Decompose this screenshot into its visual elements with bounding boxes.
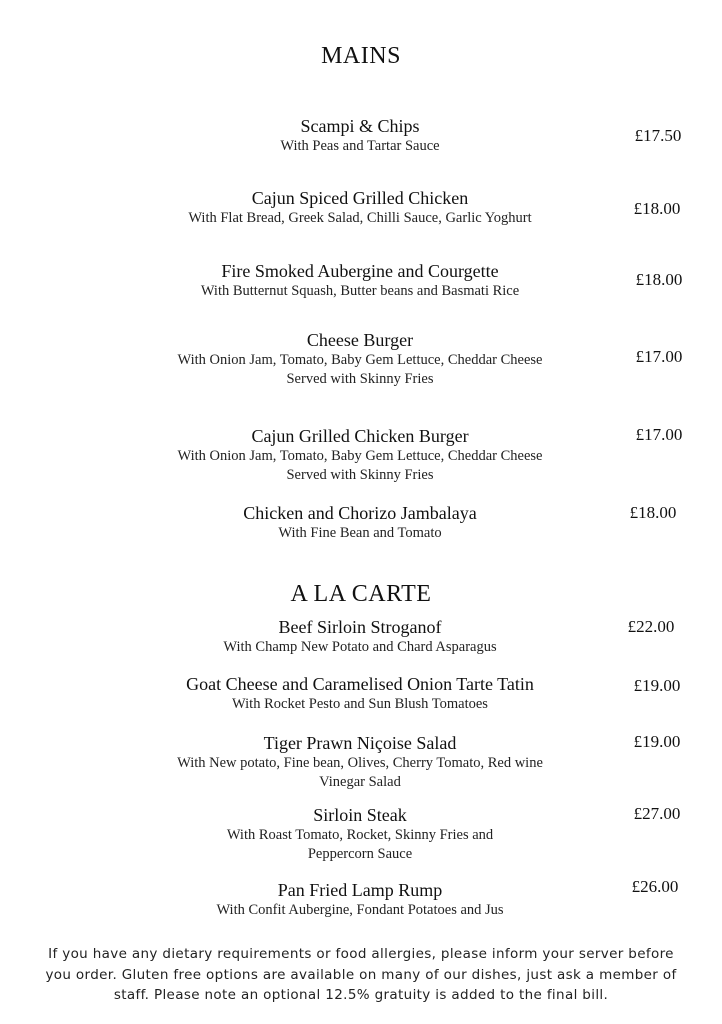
dish-description: With Onion Jam, Tomato, Baby Gem Lettuce, Cheddar Cheese [177,448,543,464]
dish-price: £18.00 [635,270,683,289]
dish-name: Goat Cheese and Caramelised Onion Tarte Tatin [186,674,534,694]
dish-description: With Champ New Potato and Chard Asparagus [223,639,497,655]
dish-name: Scampi & Chips [300,116,420,136]
dish-description: Served with Skinny Fries [286,371,434,387]
dish-name: Fire Smoked Aubergine and Courgette [221,261,499,281]
dish-price: £27.00 [633,804,681,823]
dish-description: With Rocket Pesto and Sun Blush Tomatoes [232,696,488,712]
dish-price: £19.00 [633,732,681,751]
dish-price: £26.00 [631,877,679,896]
dish-price: £18.00 [633,199,681,218]
alacarte-section-title: A LA CARTE [290,581,432,607]
dish-description: With Butternut Squash, Butter beans and Basmati Rice [200,283,520,299]
dish-name: Tiger Prawn Niçoise Salad [263,733,457,753]
dish-price: £17.00 [635,425,683,444]
dish-description: Vinegar Salad [319,774,401,790]
dish-price: £17.00 [635,347,683,366]
dish-price: £19.00 [633,676,681,695]
dish-description: Served with Skinny Fries [286,467,434,483]
allergy-notice-line: you order. Gluten free options are available on many of our dishes, just ask a member of [45,966,677,983]
dish-description: With Flat Bread, Greek Salad, Chilli Sauce, Garlic Yoghurt [188,210,532,226]
dish-description: With Confit Aubergine, Fondant Potatoes and Jus [216,902,504,918]
dish-name: Cajun Spiced Grilled Chicken [251,188,469,208]
dish-description: With Fine Bean and Tomato [278,525,442,541]
dish-name: Pan Fried Lamp Rump [277,880,443,900]
dish-description: With Onion Jam, Tomato, Baby Gem Lettuce, Cheddar Cheese [177,352,543,368]
allergy-notice-line: If you have any dietary requirements or food allergies, please inform your server before [48,946,674,962]
dish-price: £22.00 [627,617,675,636]
dish-name: Cheese Burger [306,330,414,350]
dish-name: Sirloin Steak [313,805,407,825]
allergy-notice [8,944,714,1006]
dish-name: Chicken and Chorizo Jambalaya [243,503,477,523]
dish-description: With New potato, Fine bean, Olives, Cherry Tomato, Red wine [177,755,543,771]
dish-name: Cajun Grilled Chicken Burger [251,426,469,446]
dish-price: £17.50 [634,126,682,145]
dish-price: £18.00 [629,503,677,522]
dish-description: With Peas and Tartar Sauce [280,138,440,154]
allergy-notice-line: staff. Please note an optional 12.5% gratuity is added to the final bill. [113,987,609,1003]
mains-section-title: MAINS [321,43,401,69]
dish-description: With Roast Tomato, Rocket, Skinny Fries and [226,827,494,843]
dish-description: Peppercorn Sauce [307,846,413,862]
dish-name: Beef Sirloin Stroganof [278,617,442,637]
